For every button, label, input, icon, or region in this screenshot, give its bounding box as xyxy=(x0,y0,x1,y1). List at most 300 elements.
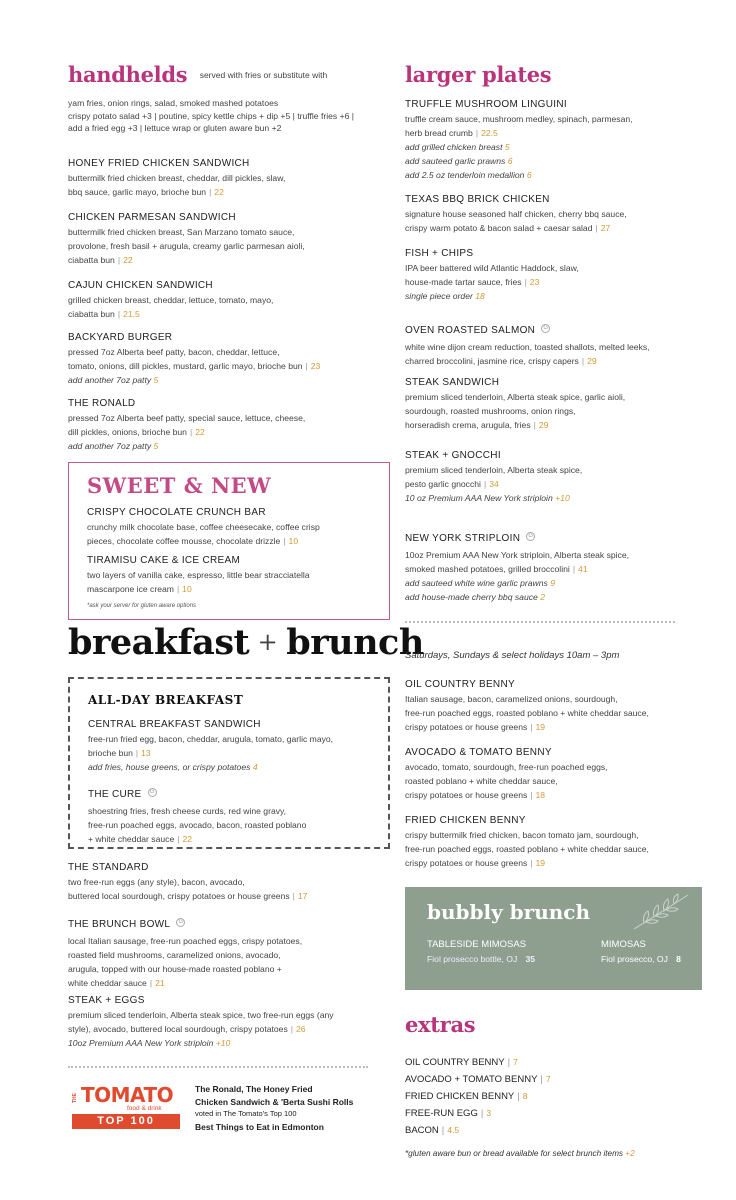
separator: | xyxy=(540,1074,543,1085)
item-description xyxy=(68,171,378,199)
extras-title: extras xyxy=(405,1012,476,1037)
menu-item-avocado-tomato-benny xyxy=(405,747,725,802)
item-description xyxy=(88,732,388,760)
item-price: 21 xyxy=(155,978,165,988)
item-name: OVEN ROASTED SALMON xyxy=(405,325,536,336)
description-line xyxy=(405,788,725,802)
item-addon xyxy=(405,491,725,505)
item-addon xyxy=(405,590,725,604)
sweet-new-title: SWEET & NEW xyxy=(87,473,272,498)
description-text: free-run fried egg, bacon, cheddar, arugula, tomato, garlic mayo, xyxy=(88,734,334,744)
description-line xyxy=(68,359,378,373)
item-name: FRIED CHICKEN BENNY xyxy=(405,815,526,826)
item-price: 10 xyxy=(288,536,299,546)
description-line xyxy=(405,418,725,432)
badge-line: voted in The Tomato's Top 100 xyxy=(195,1109,297,1118)
tomato-subtitle: food & drink xyxy=(127,1105,162,1112)
addon-text: single piece order xyxy=(405,291,473,301)
description-line xyxy=(405,354,725,368)
description-text: brioche bun xyxy=(88,748,133,758)
addon-text: add sauteed white wine garlic prawns xyxy=(405,578,548,588)
description-text: herb bread crumb xyxy=(405,128,473,138)
description-line xyxy=(88,732,388,746)
description-text: truffle cream sauce, mushroom medley, spinach, parmesan, xyxy=(405,114,633,124)
item-addon xyxy=(405,289,725,303)
item-price: 23 xyxy=(529,277,540,287)
item-addon xyxy=(88,760,388,774)
description-text: arugula, topped with our house-made roasted poblano + xyxy=(68,964,282,974)
separator: | xyxy=(441,1125,445,1136)
description-text: tomato, onions, dill pickles, mustard, garlic mayo, brioche bun xyxy=(68,361,303,371)
addon-text: add another 7oz patty xyxy=(68,441,152,451)
description-line xyxy=(405,760,725,774)
item-price: 3 xyxy=(486,1108,492,1118)
description-line xyxy=(68,425,378,439)
separator: | xyxy=(305,361,308,371)
item-name: HONEY FRIED CHICKEN SANDWICH xyxy=(68,158,250,169)
menu-item-fried-chicken-benny xyxy=(405,815,725,870)
item-name: TRUFFLE MUSHROOM LINGUINI xyxy=(405,99,567,110)
description-line xyxy=(87,520,387,534)
menu-item-the-cure xyxy=(88,784,388,846)
description-line xyxy=(88,818,388,832)
description-text: crispy potatoes or house greens xyxy=(405,858,528,868)
item-name: CENTRAL BREAKFAST SANDWICH xyxy=(88,719,261,730)
description-line xyxy=(405,828,725,842)
separator: | xyxy=(283,536,286,546)
item-price: 22 xyxy=(195,427,205,437)
extras-item-avocado-tomato-benny xyxy=(405,1074,551,1085)
addon-price: 6 xyxy=(526,170,532,180)
menu-item-crispy-chocolate-crunch-bar xyxy=(87,507,387,548)
separator: | xyxy=(595,223,598,233)
tableside-mimosas: TABLESIDE MIMOSAS Fiol prosecco bottle, OJ | 35 xyxy=(427,939,536,964)
separator: | xyxy=(530,858,533,868)
item-description xyxy=(405,340,725,368)
description-line xyxy=(405,477,725,491)
item-description xyxy=(68,225,378,267)
addon-price: +10 xyxy=(215,1038,231,1048)
description-line xyxy=(405,221,725,235)
separator: | xyxy=(483,479,487,489)
extras-item-bacon xyxy=(405,1125,459,1136)
item-name: FRIED CHICKEN BENNY xyxy=(405,1091,515,1102)
description-text: roasted poblano + white cheddar sauce, xyxy=(405,776,558,786)
description-line xyxy=(88,746,388,760)
separator: | xyxy=(117,255,121,265)
description-line xyxy=(405,562,725,576)
description-line xyxy=(405,692,725,706)
description-text: smoked mashed potatoes, grilled broccolini xyxy=(405,564,570,574)
addon-text: 10 oz Premium AAA New York striploin xyxy=(405,493,553,503)
description-line xyxy=(68,962,378,976)
description-line xyxy=(68,1008,378,1022)
description-text: signature house seasoned half chicken, cherry bbq sauce, xyxy=(405,209,627,219)
addon-text: add another 7oz patty xyxy=(68,375,152,385)
description-line xyxy=(68,411,378,425)
description-text: roasted field mushrooms, caramelized onions, avocado, xyxy=(68,950,281,960)
handhelds-header xyxy=(68,62,327,87)
addon-price: 6 xyxy=(507,156,513,166)
item-name: CAJUN CHICKEN SANDWICH xyxy=(68,280,213,291)
item-description xyxy=(405,112,725,140)
item-price: 13 xyxy=(141,748,151,758)
separator: | xyxy=(530,790,533,800)
item-description xyxy=(405,463,725,491)
description-text: style), avocado, buttered local sourdough, crispy potatoes xyxy=(68,1024,288,1034)
item-name: FISH + CHIPS xyxy=(405,248,474,259)
separator: | xyxy=(176,584,180,594)
tomato-logo: TOMATO xyxy=(81,1083,174,1107)
addon-price: 4 xyxy=(252,762,258,772)
item-desc: Fiol prosecco bottle, OJ xyxy=(427,954,518,964)
description-text: free-run poached eggs, roasted poblano + white cheddar sauce, xyxy=(405,844,649,854)
substitute-line: add a fried egg +3 | lettuce wrap or gluten aware bun +2 xyxy=(68,123,282,133)
item-price: 8 xyxy=(522,1091,528,1101)
description-text: crispy potatoes or house greens xyxy=(405,722,528,732)
description-line xyxy=(68,875,378,889)
separator: | xyxy=(135,748,139,758)
item-addon xyxy=(405,140,725,154)
item-price: 7 xyxy=(545,1074,551,1084)
item-price: 22 xyxy=(214,187,224,197)
description-text: crispy warm potato & bacon salad + caesar salad xyxy=(405,223,593,233)
description-line xyxy=(405,706,725,720)
extras-item-oil-country-benny xyxy=(405,1057,518,1068)
handhelds-subtitle: served with fries or substitute with xyxy=(199,70,328,80)
item-name: AVOCADO & TOMATO BENNY xyxy=(405,747,552,758)
menu-item-cajun-chicken-sandwich xyxy=(68,280,378,321)
item-name: CHICKEN PARMESAN SANDWICH xyxy=(68,212,236,223)
addon-text: add house-made cherry bbq sauce xyxy=(405,592,538,602)
item-description xyxy=(87,520,387,548)
item-name: NEW YORK STRIPLOIN xyxy=(405,533,521,544)
gluten-free-icon: G xyxy=(176,918,185,927)
addon-price: 5 xyxy=(153,441,159,451)
badge-line: Chicken Sandwich & 'Berta Sushi Rolls xyxy=(195,1096,354,1107)
description-text: ciabatta bun xyxy=(68,309,115,319)
description-text: house-made tartar sauce, fries xyxy=(405,277,522,287)
item-name: OIL COUNTRY BENNY xyxy=(405,679,515,690)
description-text: crispy potatoes or house greens xyxy=(405,790,528,800)
description-line xyxy=(405,774,725,788)
handhelds-title: handhelds xyxy=(68,62,188,87)
description-text: horseradish crema, arugula, fries xyxy=(405,420,531,430)
bubbly-title: bubbly brunch xyxy=(427,900,590,924)
description-line xyxy=(68,253,378,267)
item-name: TIRAMISU CAKE & ICE CREAM xyxy=(87,555,241,566)
menu-item-truffle-mushroom-linguini xyxy=(405,99,725,182)
divider xyxy=(68,1066,368,1068)
description-line xyxy=(405,275,725,289)
description-line xyxy=(68,976,378,990)
mimosas: MIMOSAS Fiol prosecco, OJ | 8 xyxy=(601,939,681,964)
description-line xyxy=(88,832,388,846)
item-name: CRISPY CHOCOLATE CRUNCH BAR xyxy=(87,507,266,518)
menu-item-new-york-striploin xyxy=(405,528,725,604)
menu-item-oil-country-benny xyxy=(405,679,725,734)
separator: | xyxy=(475,128,479,138)
description-line xyxy=(68,307,378,321)
tomato-the: THE xyxy=(72,1093,78,1103)
item-price: 7 xyxy=(513,1057,518,1067)
item-name: MIMOSAS xyxy=(601,939,646,950)
description-text: pesto garlic gnocchi xyxy=(405,479,481,489)
item-price: 22.5 xyxy=(481,128,498,138)
addon-text: add sauteed garlic prawns xyxy=(405,156,506,166)
description-line xyxy=(68,934,378,948)
description-line xyxy=(405,112,725,126)
badge-line: The Ronald, The Honey Fried xyxy=(195,1084,313,1094)
item-price: 19 xyxy=(535,858,546,868)
badge-line: Best Things to Eat in Edmonton xyxy=(195,1121,324,1132)
description-line xyxy=(68,948,378,962)
description-line xyxy=(87,534,387,548)
item-price: 18 xyxy=(535,790,546,800)
menu-item-the-ronald xyxy=(68,398,378,453)
item-name: THE CURE xyxy=(88,789,142,800)
description-text: two layers of vanilla cake, espresso, little bear stracciatella xyxy=(87,570,310,580)
item-price: 10 xyxy=(182,584,192,594)
separator: | xyxy=(177,834,180,844)
tomato-top100-badge xyxy=(72,1083,180,1129)
description-line xyxy=(405,261,725,275)
menu-item-the-brunch-bowl xyxy=(68,914,378,990)
description-text: charred broccolini, jasmine rice, crispy capers xyxy=(405,356,579,366)
item-addon xyxy=(405,154,725,168)
addon-price: 5 xyxy=(153,375,159,385)
handhelds-substitutes xyxy=(68,97,378,135)
addon-price: 2 xyxy=(540,592,545,602)
item-description xyxy=(405,828,725,870)
menu-item-central-breakfast-sandwich xyxy=(88,719,388,774)
separator: | xyxy=(581,356,585,366)
description-line xyxy=(405,404,725,418)
description-text: bbq sauce, garlic mayo, brioche bun xyxy=(68,187,207,197)
item-description xyxy=(68,345,378,373)
brunch-hours: Saturdays, Sundays & select holidays 10am – 3pm xyxy=(405,650,620,661)
description-text: shoestring fries, fresh cheese curds, red wine gravy, xyxy=(88,806,287,816)
description-text: IPA beer battered wild Atlantic Haddock, slaw, xyxy=(405,263,579,273)
separator: | xyxy=(290,1024,293,1034)
bubbly-brunch-box xyxy=(405,887,702,990)
description-line xyxy=(68,185,378,199)
item-addon xyxy=(405,168,725,182)
description-text: pieces, chocolate coffee mousse, chocolate drizzle xyxy=(87,536,281,546)
description-line xyxy=(68,1022,378,1036)
item-name: FREE-RUN EGG xyxy=(405,1108,478,1119)
item-name: OIL COUNTRY BENNY xyxy=(405,1057,505,1068)
item-price: 22 xyxy=(123,255,133,265)
item-price: 23 xyxy=(310,361,321,371)
separator: | xyxy=(189,427,193,437)
item-name: STEAK + GNOCCHI xyxy=(405,450,501,461)
separator: | xyxy=(533,420,536,430)
item-description xyxy=(68,411,378,439)
menu-item-steak-gnocchi xyxy=(405,450,725,505)
item-addon xyxy=(68,439,378,453)
separator: | xyxy=(292,891,295,901)
description-line xyxy=(68,171,378,185)
description-line xyxy=(405,390,725,404)
top100-text xyxy=(195,1083,375,1133)
item-description xyxy=(68,1008,378,1036)
substitute-line: yam fries, onion rings, salad, smoked mashed potatoes xyxy=(68,98,279,108)
item-description xyxy=(405,692,725,734)
item-price: 29 xyxy=(587,356,597,366)
separator: | xyxy=(524,277,527,287)
description-text: premium sliced tenderloin, Alberta steak spice, xyxy=(405,465,583,475)
menu-item-the-standard xyxy=(68,862,378,903)
all-day-breakfast-title: ALL-DAY BREAKFAST xyxy=(88,693,244,707)
item-price: 26 xyxy=(295,1024,306,1034)
menu-item-oven-roasted-salmon xyxy=(405,320,725,368)
item-price: 8 xyxy=(676,954,681,964)
description-text: white cheddar sauce xyxy=(68,978,147,988)
description-text: premium sliced tenderloin, Alberta steak spice, two free-run eggs (any xyxy=(68,1010,334,1020)
item-price: 22 xyxy=(182,834,193,844)
description-line xyxy=(405,842,725,856)
description-text: provolone, fresh basil + arugula, creamy garlic parmesan aioli, xyxy=(68,241,305,251)
separator: | xyxy=(480,1108,484,1119)
description-line xyxy=(405,207,725,221)
sweet-new-box xyxy=(68,462,390,620)
separator: | xyxy=(572,564,576,574)
all-day-breakfast-box xyxy=(68,677,390,849)
description-text: + white cheddar sauce xyxy=(88,834,175,844)
description-text: free-run poached eggs, avocado, bacon, roasted poblano xyxy=(88,820,307,830)
description-text: 10oz Premium AAA New York striploin, Alberta steak spice, xyxy=(405,550,630,560)
description-text: crispy buttermilk fried chicken, bacon tomato jam, sourdough, xyxy=(405,830,639,840)
description-text: pressed 7oz Alberta beef patty, special sauce, lettuce, cheese, xyxy=(68,413,306,423)
item-name: TEXAS BBQ BRICK CHICKEN xyxy=(405,194,550,205)
extras-item-fried-chicken-benny xyxy=(405,1091,528,1102)
gluten-free-icon: G xyxy=(148,788,157,797)
footnote-text: *gluten aware bun or bread available for select brunch items xyxy=(405,1149,624,1158)
menu-item-steak-eggs xyxy=(68,995,378,1050)
item-name: BACON xyxy=(405,1125,439,1136)
extras-item-free-run-egg xyxy=(405,1108,491,1119)
menu-item-fish-chips xyxy=(405,248,725,303)
description-line xyxy=(405,720,725,734)
brunch-word: brunch xyxy=(286,622,424,663)
addon-price: 5 xyxy=(504,142,510,152)
description-line xyxy=(68,345,378,359)
breakfast-word: breakfast xyxy=(68,622,250,663)
description-line xyxy=(405,126,725,140)
separator: | xyxy=(149,978,153,988)
description-line xyxy=(68,889,378,903)
top-100-banner: TOP 100 xyxy=(72,1114,180,1129)
item-description xyxy=(405,548,725,576)
separator: | xyxy=(209,187,212,197)
item-price: 34 xyxy=(489,479,499,489)
description-line xyxy=(405,548,725,562)
description-text: avocado, tomato, sourdough, free-run poached eggs, xyxy=(405,762,608,772)
item-description xyxy=(88,804,388,846)
description-line xyxy=(87,568,387,582)
item-name: BACKYARD BURGER xyxy=(68,332,173,343)
item-addon xyxy=(405,576,725,590)
item-description xyxy=(405,760,725,802)
item-name: TABLESIDE MIMOSAS xyxy=(427,939,527,950)
divider xyxy=(405,621,675,623)
description-text: two free-run eggs (any style), bacon, avocado, xyxy=(68,877,245,887)
menu-item-backyard-burger xyxy=(68,332,378,387)
description-text: free-run poached eggs, roasted poblano + white cheddar sauce, xyxy=(405,708,649,718)
description-text: mascarpone ice cream xyxy=(87,584,174,594)
description-text: pressed 7oz Alberta beef patty, bacon, cheddar, lettuce, xyxy=(68,347,280,357)
addon-text: add grilled chicken breast xyxy=(405,142,503,152)
gluten-free-icon: G xyxy=(526,532,535,541)
item-price: 27 xyxy=(600,223,611,233)
item-name: THE RONALD xyxy=(68,398,136,409)
description-line xyxy=(405,340,725,354)
addon-price: 9 xyxy=(550,578,556,588)
item-name: STEAK SANDWICH xyxy=(405,377,500,388)
description-line xyxy=(68,293,378,307)
item-name: THE STANDARD xyxy=(68,862,149,873)
description-text: buttered local sourdough, crispy potatoes or house greens xyxy=(68,891,290,901)
separator: | xyxy=(117,309,121,319)
description-line xyxy=(68,225,378,239)
gluten-free-icon: G xyxy=(541,324,550,333)
separator: | xyxy=(530,722,533,732)
description-text: dill pickles, onions, brioche bun xyxy=(68,427,187,437)
description-text: sourdough, roasted mushrooms, onion rings, xyxy=(405,406,576,416)
sweet-footnote: *ask your server for gluten aware options xyxy=(87,603,197,609)
item-description xyxy=(87,568,387,596)
item-price: 4.5 xyxy=(447,1125,460,1135)
addon-text: add fries, house greens, or crispy potatoes xyxy=(88,762,251,772)
description-text: crunchy milk chocolate base, coffee cheesecake, coffee crisp xyxy=(87,522,320,532)
menu-item-honey-fried-chicken-sandwich xyxy=(68,158,378,199)
item-desc: Fiol prosecco, OJ xyxy=(601,954,668,964)
item-description xyxy=(405,390,725,432)
description-text: white wine dijon cream reduction, toasted shallots, melted leeks, xyxy=(405,342,650,352)
description-line xyxy=(88,804,388,818)
addon-text: 10oz Premium AAA New York striploin xyxy=(68,1038,214,1048)
description-text: Italian sausage, bacon, caramelized onions, sourdough, xyxy=(405,694,618,704)
item-price: 17 xyxy=(297,891,308,901)
item-price: 35 xyxy=(525,954,536,964)
description-line xyxy=(68,239,378,253)
leaf-icon xyxy=(630,891,692,933)
menu-item-chicken-parmesan-sandwich xyxy=(68,212,378,267)
item-addon xyxy=(68,1036,378,1050)
item-name: THE BRUNCH BOWL xyxy=(68,919,171,930)
separator: | xyxy=(517,1091,520,1102)
item-description xyxy=(405,261,725,289)
item-addon xyxy=(68,373,378,387)
separator: | xyxy=(507,1057,511,1068)
substitute-line: crispy potato salad +3 | poutine, spicy kettle chips + dip +5 | truffle fries +6 | xyxy=(68,110,354,121)
description-text: local Italian sausage, free-run poached eggs, crispy potatoes, xyxy=(68,936,303,946)
item-description xyxy=(68,875,378,903)
item-description xyxy=(405,207,725,235)
item-price: 21.5 xyxy=(123,309,140,319)
breakfast-brunch-title xyxy=(68,622,424,663)
description-text: buttermilk fried chicken breast, cheddar, dill pickles, slaw, xyxy=(68,173,286,183)
description-text: ciabatta bun xyxy=(68,255,115,265)
description-text: grilled chicken breast, cheddar, lettuce, tomato, mayo, xyxy=(68,295,274,305)
addon-text: add 2.5 oz tenderloin medallion xyxy=(405,170,525,180)
description-text: buttermilk fried chicken breast, San Marzano tomato sauce, xyxy=(68,227,295,237)
footnote-price: +2 xyxy=(625,1149,635,1158)
menu-item-steak-sandwich xyxy=(405,377,725,432)
menu-item-texas-bbq-brick-chicken xyxy=(405,194,725,235)
larger-plates-title: larger plates xyxy=(405,62,552,87)
